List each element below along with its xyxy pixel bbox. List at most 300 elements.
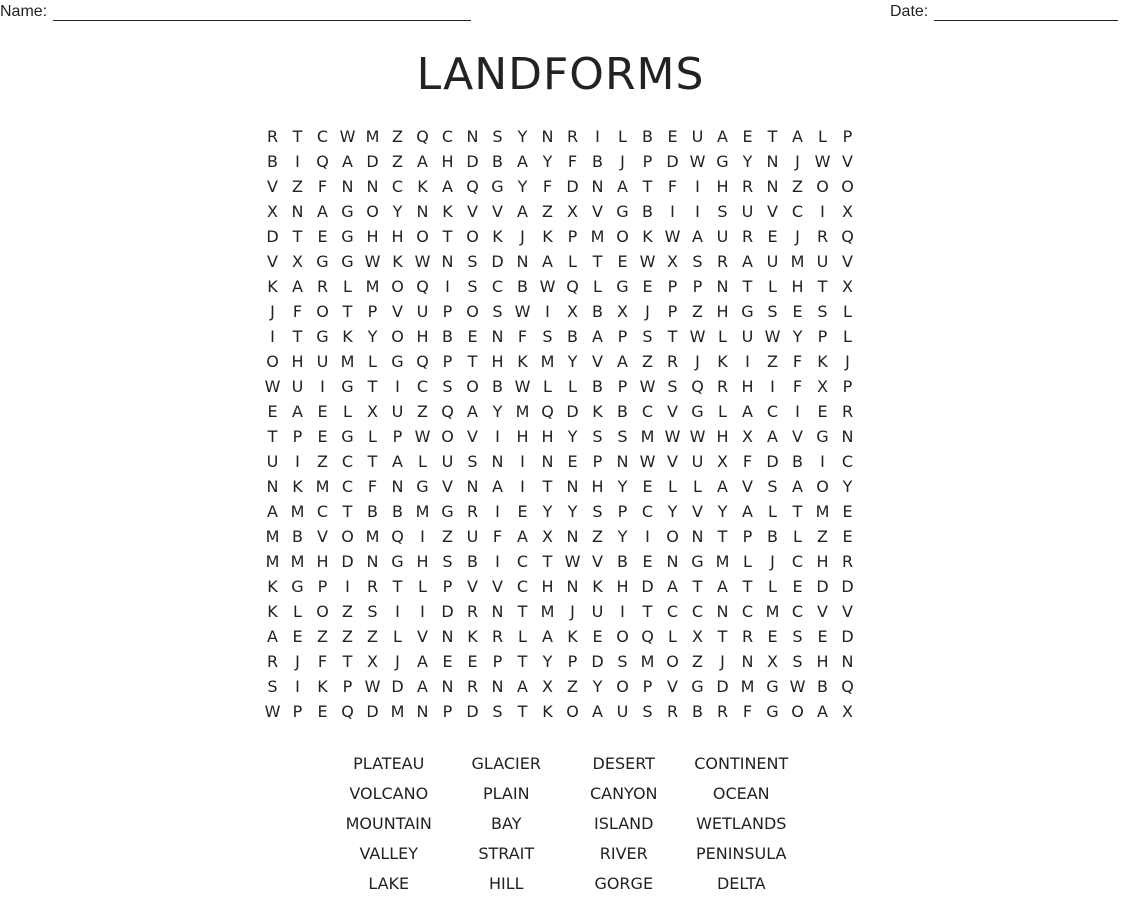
grid-letter[interactable]: Y [792, 327, 803, 346]
grid-letter[interactable]: L [568, 377, 577, 396]
grid-letter[interactable]: O [466, 227, 479, 246]
grid-letter[interactable]: M [515, 402, 530, 421]
grid-letter[interactable]: R [566, 127, 579, 146]
grid-letter[interactable]: A [717, 477, 728, 496]
grid-letter[interactable]: Y [617, 527, 628, 546]
grid-letter[interactable]: V [692, 502, 703, 521]
grid-letter[interactable]: E [742, 127, 753, 146]
grid-letter[interactable]: U [391, 402, 404, 421]
grid-letter[interactable]: W [514, 302, 531, 321]
grid-letter[interactable]: T [292, 227, 303, 246]
date-blank-line[interactable] [934, 2, 1118, 21]
grid-letter[interactable]: B [592, 302, 603, 321]
grid-letter[interactable]: B [492, 377, 503, 396]
grid-letter[interactable]: C [691, 602, 704, 621]
grid-letter[interactable]: G [341, 227, 354, 246]
grid-letter[interactable]: I [695, 177, 700, 196]
grid-letter[interactable]: N [366, 552, 379, 571]
grid-letter[interactable]: Z [642, 352, 653, 371]
grid-letter[interactable]: A [617, 352, 628, 371]
grid-letter[interactable]: J [770, 552, 775, 571]
grid-letter[interactable]: H [741, 377, 754, 396]
grid-letter[interactable]: N [666, 552, 679, 571]
grid-letter[interactable]: X [567, 202, 578, 221]
grid-letter[interactable]: I [520, 452, 525, 471]
grid-letter[interactable]: P [292, 427, 303, 446]
grid-letter[interactable]: Q [391, 527, 404, 546]
grid-letter[interactable]: S [792, 627, 803, 646]
grid-letter[interactable]: V [742, 477, 753, 496]
grid-letter[interactable]: V [667, 452, 678, 471]
grid-letter[interactable]: D [366, 702, 379, 721]
grid-letter[interactable]: V [667, 402, 678, 421]
grid-letter[interactable]: K [567, 627, 578, 646]
grid-letter[interactable]: F [492, 527, 503, 546]
grid-letter[interactable]: B [592, 152, 603, 171]
grid-letter[interactable]: Y [542, 152, 553, 171]
grid-letter[interactable]: O [391, 327, 404, 346]
grid-letter[interactable]: R [466, 502, 479, 521]
grid-letter[interactable]: O [466, 377, 479, 396]
grid-letter[interactable]: L [518, 627, 527, 646]
grid-letter[interactable]: A [292, 277, 303, 296]
grid-letter[interactable]: I [495, 552, 500, 571]
grid-letter[interactable]: Y [567, 427, 578, 446]
grid-letter[interactable]: B [817, 677, 828, 696]
grid-letter[interactable]: F [292, 302, 303, 321]
grid-letter[interactable]: X [692, 627, 703, 646]
grid-letter[interactable]: Z [392, 127, 403, 146]
grid-letter[interactable]: M [540, 602, 555, 621]
grid-letter[interactable]: V [417, 627, 428, 646]
grid-letter[interactable]: B [292, 527, 303, 546]
grid-letter[interactable]: Q [466, 177, 479, 196]
grid-letter[interactable]: T [267, 427, 278, 446]
grid-letter[interactable]: L [768, 502, 777, 521]
grid-letter[interactable]: A [517, 202, 528, 221]
grid-letter[interactable]: I [795, 402, 800, 421]
grid-letter[interactable]: I [395, 602, 400, 621]
grid-letter[interactable]: T [367, 452, 378, 471]
grid-letter[interactable]: P [317, 577, 328, 596]
grid-letter[interactable]: X [617, 302, 628, 321]
grid-letter[interactable]: Y [542, 502, 553, 521]
grid-letter[interactable]: H [816, 552, 829, 571]
grid-letter[interactable]: H [441, 152, 454, 171]
grid-letter[interactable]: C [641, 402, 654, 421]
grid-letter[interactable]: N [491, 452, 504, 471]
grid-letter[interactable]: T [792, 502, 803, 521]
grid-letter[interactable]: A [717, 127, 728, 146]
grid-letter[interactable]: U [441, 452, 454, 471]
grid-letter[interactable]: V [667, 677, 678, 696]
grid-letter[interactable]: N [841, 652, 854, 671]
grid-letter[interactable]: M [390, 702, 405, 721]
grid-letter[interactable]: W [764, 327, 781, 346]
grid-letter[interactable]: R [266, 127, 279, 146]
grid-letter[interactable]: C [791, 202, 804, 221]
grid-letter[interactable]: A [517, 152, 528, 171]
grid-letter[interactable]: Q [316, 152, 329, 171]
grid-letter[interactable]: X [842, 702, 853, 721]
grid-letter[interactable]: V [442, 477, 453, 496]
grid-letter[interactable]: P [667, 277, 678, 296]
grid-letter[interactable]: S [617, 652, 628, 671]
grid-letter[interactable]: B [517, 277, 528, 296]
grid-letter[interactable]: Q [416, 277, 429, 296]
grid-letter[interactable]: O [616, 227, 629, 246]
grid-letter[interactable]: M [765, 602, 780, 621]
grid-letter[interactable]: C [791, 552, 804, 571]
grid-letter[interactable]: N [591, 177, 604, 196]
grid-letter[interactable]: U [291, 377, 304, 396]
grid-letter[interactable]: T [667, 327, 678, 346]
grid-letter[interactable]: G [441, 502, 454, 521]
grid-letter[interactable]: L [343, 402, 352, 421]
grid-letter[interactable]: J [795, 152, 800, 171]
grid-letter[interactable]: U [716, 227, 729, 246]
grid-letter[interactable]: E [517, 502, 528, 521]
grid-letter[interactable]: W [364, 252, 381, 271]
grid-letter[interactable]: S [492, 702, 503, 721]
grid-letter[interactable]: A [492, 477, 503, 496]
grid-letter[interactable]: G [816, 427, 829, 446]
grid-letter[interactable]: M [540, 352, 555, 371]
grid-letter[interactable]: Z [317, 452, 328, 471]
grid-letter[interactable]: D [366, 152, 379, 171]
grid-letter[interactable]: U [691, 127, 704, 146]
grid-letter[interactable]: O [616, 627, 629, 646]
grid-letter[interactable]: S [367, 602, 378, 621]
grid-letter[interactable]: P [617, 327, 628, 346]
grid-letter[interactable]: P [442, 352, 453, 371]
grid-letter[interactable]: V [467, 577, 478, 596]
grid-letter[interactable]: C [741, 602, 754, 621]
grid-letter[interactable]: S [592, 427, 603, 446]
grid-letter[interactable]: A [542, 252, 553, 271]
grid-letter[interactable]: J [795, 227, 800, 246]
grid-letter[interactable]: N [616, 452, 629, 471]
grid-letter[interactable]: K [417, 177, 428, 196]
grid-letter[interactable]: P [617, 377, 628, 396]
grid-letter[interactable]: S [667, 377, 678, 396]
grid-letter[interactable]: B [792, 452, 803, 471]
grid-letter[interactable]: T [392, 577, 403, 596]
grid-letter[interactable]: O [666, 652, 679, 671]
grid-letter[interactable]: F [792, 377, 803, 396]
grid-letter[interactable]: T [692, 577, 703, 596]
grid-letter[interactable]: L [418, 577, 427, 596]
grid-letter[interactable]: C [316, 127, 329, 146]
grid-letter[interactable]: L [693, 477, 702, 496]
grid-letter[interactable]: P [442, 302, 453, 321]
grid-letter[interactable]: N [566, 577, 579, 596]
grid-letter[interactable]: Z [342, 602, 353, 621]
grid-letter[interactable]: E [567, 452, 578, 471]
grid-letter[interactable]: H [791, 277, 804, 296]
grid-letter[interactable]: X [267, 202, 278, 221]
grid-letter[interactable]: N [266, 477, 279, 496]
grid-letter[interactable]: V [592, 352, 603, 371]
grid-letter[interactable]: P [567, 227, 578, 246]
grid-letter[interactable]: T [717, 627, 728, 646]
grid-letter[interactable]: F [667, 177, 678, 196]
grid-letter[interactable]: W [814, 152, 831, 171]
grid-letter[interactable]: P [642, 677, 653, 696]
grid-letter[interactable]: N [566, 527, 579, 546]
grid-letter[interactable]: B [592, 377, 603, 396]
grid-letter[interactable]: N [766, 152, 779, 171]
grid-letter[interactable]: N [541, 452, 554, 471]
grid-letter[interactable]: F [517, 327, 528, 346]
grid-letter[interactable]: S [642, 702, 653, 721]
grid-letter[interactable]: W [264, 702, 281, 721]
grid-letter[interactable]: R [716, 252, 729, 271]
grid-letter[interactable]: R [741, 627, 754, 646]
grid-letter[interactable]: K [642, 227, 653, 246]
grid-letter[interactable]: L [668, 627, 677, 646]
grid-letter[interactable]: I [320, 377, 325, 396]
grid-letter[interactable]: Z [292, 177, 303, 196]
grid-letter[interactable]: A [292, 402, 303, 421]
grid-letter[interactable]: J [270, 302, 275, 321]
grid-letter[interactable]: P [442, 702, 453, 721]
grid-letter[interactable]: E [317, 227, 328, 246]
grid-letter[interactable]: I [620, 602, 625, 621]
grid-letter[interactable]: A [267, 502, 278, 521]
grid-letter[interactable]: I [670, 202, 675, 221]
grid-letter[interactable]: M [265, 552, 280, 571]
grid-letter[interactable]: X [842, 202, 853, 221]
grid-letter[interactable]: D [466, 702, 479, 721]
grid-letter[interactable]: U [616, 702, 629, 721]
grid-letter[interactable]: M [415, 502, 430, 521]
grid-letter[interactable]: E [292, 627, 303, 646]
grid-letter[interactable]: O [441, 427, 454, 446]
grid-letter[interactable]: H [816, 652, 829, 671]
grid-letter[interactable]: G [766, 677, 779, 696]
grid-letter[interactable]: N [366, 177, 379, 196]
grid-letter[interactable]: L [768, 577, 777, 596]
grid-letter[interactable]: G [341, 252, 354, 271]
grid-letter[interactable]: P [642, 152, 653, 171]
grid-letter[interactable]: P [667, 302, 678, 321]
grid-letter[interactable]: K [267, 277, 278, 296]
grid-letter[interactable]: O [841, 177, 854, 196]
grid-letter[interactable]: I [270, 327, 275, 346]
grid-letter[interactable]: Z [417, 402, 428, 421]
grid-letter[interactable]: J [695, 352, 700, 371]
grid-letter[interactable]: L [618, 127, 627, 146]
grid-letter[interactable]: N [391, 477, 404, 496]
grid-letter[interactable]: K [267, 577, 278, 596]
grid-letter[interactable]: C [441, 127, 454, 146]
grid-letter[interactable]: L [793, 527, 802, 546]
grid-letter[interactable]: F [317, 177, 328, 196]
grid-letter[interactable]: D [266, 227, 279, 246]
grid-letter[interactable]: C [341, 452, 354, 471]
grid-letter[interactable]: E [842, 527, 853, 546]
grid-letter[interactable]: K [492, 227, 503, 246]
grid-letter[interactable]: C [766, 402, 779, 421]
grid-letter[interactable]: L [593, 277, 602, 296]
grid-letter[interactable]: O [816, 477, 829, 496]
grid-letter[interactable]: R [716, 377, 729, 396]
grid-letter[interactable]: T [517, 652, 528, 671]
grid-letter[interactable]: D [766, 452, 779, 471]
grid-letter[interactable]: M [315, 477, 330, 496]
grid-letter[interactable]: L [668, 477, 677, 496]
grid-letter[interactable]: V [317, 527, 328, 546]
grid-letter[interactable]: Z [692, 652, 703, 671]
grid-letter[interactable]: N [441, 627, 454, 646]
grid-letter[interactable]: P [817, 327, 828, 346]
grid-letter[interactable]: Z [592, 527, 603, 546]
grid-letter[interactable]: N [841, 427, 854, 446]
grid-letter[interactable]: S [792, 652, 803, 671]
grid-letter[interactable]: N [466, 477, 479, 496]
grid-letter[interactable]: Q [641, 627, 654, 646]
grid-letter[interactable]: E [317, 427, 328, 446]
grid-letter[interactable]: W [564, 552, 581, 571]
grid-letter[interactable]: E [467, 652, 478, 671]
grid-letter[interactable]: B [392, 502, 403, 521]
grid-letter[interactable]: X [542, 677, 553, 696]
grid-letter[interactable]: V [842, 152, 853, 171]
grid-letter[interactable]: Z [317, 627, 328, 646]
grid-letter[interactable]: X [842, 277, 853, 296]
grid-letter[interactable]: L [718, 402, 727, 421]
grid-letter[interactable]: X [292, 252, 303, 271]
grid-letter[interactable]: A [342, 152, 353, 171]
grid-letter[interactable]: B [767, 527, 778, 546]
grid-letter[interactable]: C [791, 602, 804, 621]
grid-letter[interactable]: V [842, 252, 853, 271]
grid-letter[interactable]: Y [542, 652, 553, 671]
grid-letter[interactable]: T [517, 602, 528, 621]
grid-letter[interactable]: J [520, 227, 525, 246]
grid-letter[interactable]: H [541, 577, 554, 596]
grid-letter[interactable]: G [291, 577, 304, 596]
grid-letter[interactable]: H [516, 427, 529, 446]
grid-letter[interactable]: O [316, 602, 329, 621]
grid-letter[interactable]: G [341, 377, 354, 396]
grid-letter[interactable]: H [541, 427, 554, 446]
grid-letter[interactable]: E [267, 402, 278, 421]
grid-letter[interactable]: C [841, 452, 854, 471]
grid-letter[interactable]: W [514, 377, 531, 396]
grid-letter[interactable]: E [317, 702, 328, 721]
grid-letter[interactable]: V [492, 202, 503, 221]
grid-letter[interactable]: V [767, 202, 778, 221]
grid-letter[interactable]: S [817, 302, 828, 321]
grid-letter[interactable]: V [842, 602, 853, 621]
grid-letter[interactable]: G [691, 677, 704, 696]
grid-letter[interactable]: E [792, 577, 803, 596]
grid-letter[interactable]: O [266, 352, 279, 371]
grid-letter[interactable]: T [817, 277, 828, 296]
grid-letter[interactable]: A [767, 427, 778, 446]
grid-letter[interactable]: H [391, 227, 404, 246]
grid-letter[interactable]: L [543, 377, 552, 396]
grid-letter[interactable]: Q [541, 402, 554, 421]
grid-letter[interactable]: I [420, 602, 425, 621]
grid-letter[interactable]: W [414, 427, 431, 446]
grid-letter[interactable]: U [816, 252, 829, 271]
grid-letter[interactable]: N [466, 127, 479, 146]
grid-letter[interactable]: Q [441, 402, 454, 421]
grid-letter[interactable]: A [792, 477, 803, 496]
grid-letter[interactable]: I [445, 277, 450, 296]
grid-letter[interactable]: L [568, 252, 577, 271]
grid-letter[interactable]: A [617, 177, 628, 196]
grid-letter[interactable]: I [820, 202, 825, 221]
grid-letter[interactable]: O [416, 227, 429, 246]
grid-letter[interactable]: F [317, 652, 328, 671]
grid-letter[interactable]: A [442, 177, 453, 196]
grid-letter[interactable]: A [742, 402, 753, 421]
grid-letter[interactable]: C [641, 502, 654, 521]
grid-letter[interactable]: G [616, 202, 629, 221]
grid-letter[interactable]: G [391, 352, 404, 371]
grid-letter[interactable]: X [667, 252, 678, 271]
grid-letter[interactable]: E [667, 127, 678, 146]
grid-letter[interactable]: Y [367, 327, 378, 346]
grid-letter[interactable]: Y [492, 402, 503, 421]
grid-letter[interactable]: M [640, 652, 655, 671]
grid-letter[interactable]: I [770, 377, 775, 396]
grid-letter[interactable]: N [491, 677, 504, 696]
grid-letter[interactable]: K [717, 352, 728, 371]
grid-letter[interactable]: V [392, 302, 403, 321]
grid-letter[interactable]: U [266, 452, 279, 471]
grid-letter[interactable]: F [742, 702, 753, 721]
grid-letter[interactable]: I [645, 527, 650, 546]
grid-letter[interactable]: L [843, 327, 852, 346]
grid-letter[interactable]: A [542, 627, 553, 646]
grid-letter[interactable]: W [664, 227, 681, 246]
grid-letter[interactable]: L [843, 302, 852, 321]
grid-letter[interactable]: G [691, 402, 704, 421]
grid-letter[interactable]: A [317, 202, 328, 221]
grid-letter[interactable]: O [466, 302, 479, 321]
grid-letter[interactable]: C [391, 177, 404, 196]
grid-letter[interactable]: N [341, 177, 354, 196]
grid-letter[interactable]: K [467, 627, 478, 646]
grid-letter[interactable]: S [617, 427, 628, 446]
grid-letter[interactable]: X [717, 452, 728, 471]
grid-letter[interactable]: W [639, 252, 656, 271]
grid-letter[interactable]: G [416, 477, 429, 496]
grid-letter[interactable]: O [341, 527, 354, 546]
grid-letter[interactable]: Q [566, 277, 579, 296]
grid-letter[interactable]: R [316, 277, 329, 296]
grid-letter[interactable]: A [392, 452, 403, 471]
grid-letter[interactable]: Z [767, 352, 778, 371]
grid-letter[interactable]: J [620, 152, 625, 171]
grid-letter[interactable]: L [768, 277, 777, 296]
grid-letter[interactable]: U [316, 352, 329, 371]
grid-letter[interactable]: T [542, 477, 553, 496]
grid-letter[interactable]: S [592, 502, 603, 521]
grid-letter[interactable]: R [466, 677, 479, 696]
grid-letter[interactable]: X [742, 427, 753, 446]
grid-letter[interactable]: O [791, 702, 804, 721]
grid-letter[interactable]: R [841, 402, 854, 421]
grid-letter[interactable]: O [816, 177, 829, 196]
grid-letter[interactable]: F [367, 477, 378, 496]
grid-letter[interactable]: I [545, 302, 550, 321]
